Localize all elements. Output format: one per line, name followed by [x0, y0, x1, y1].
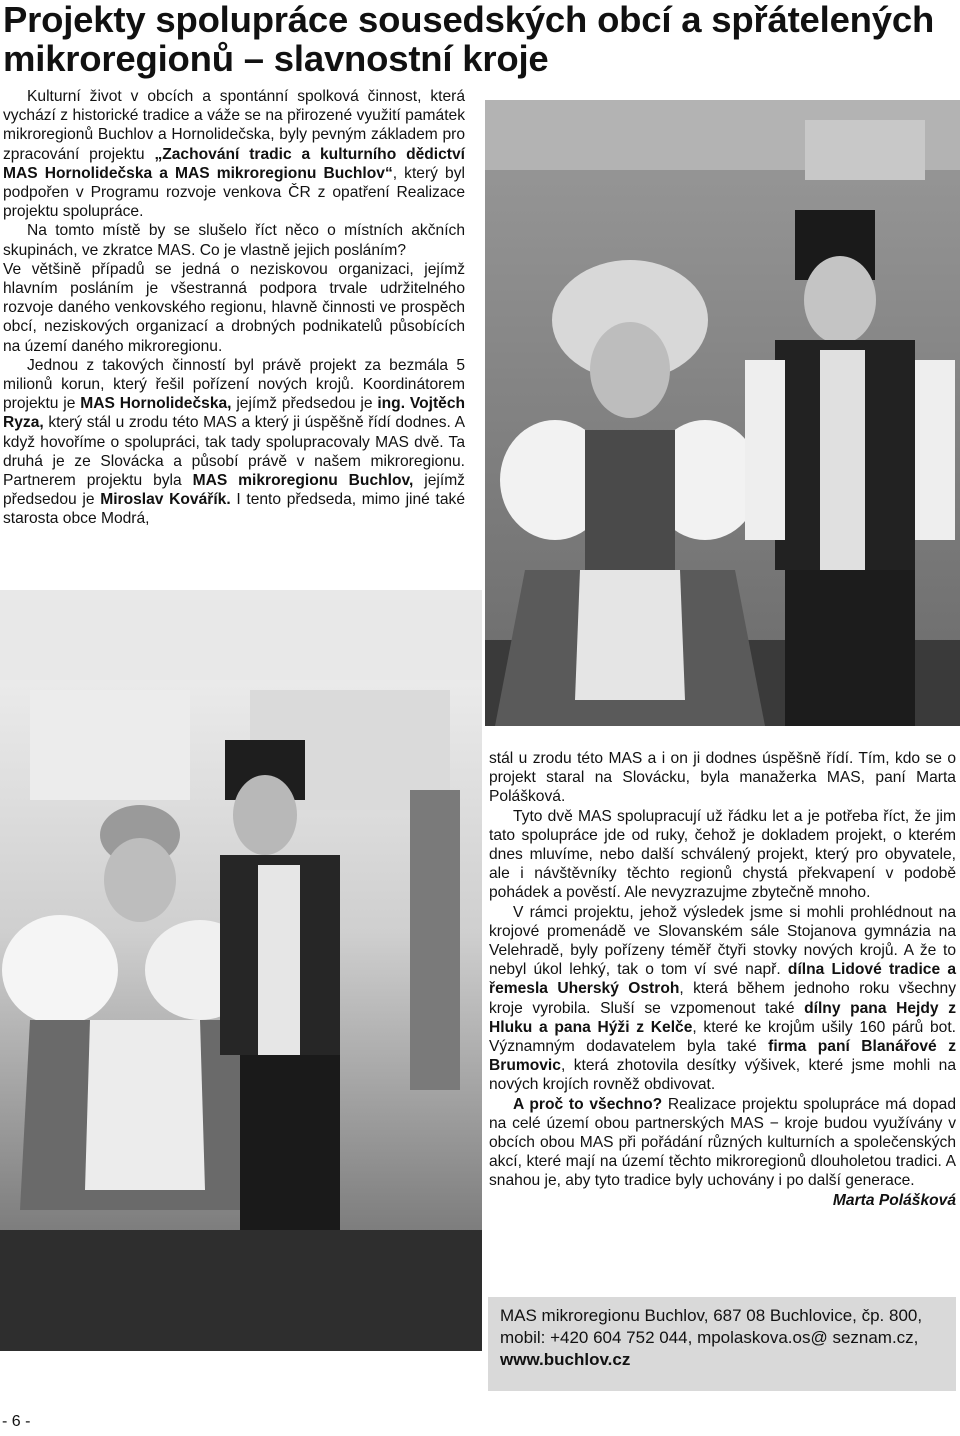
author-signature: Marta Polášková	[832, 1191, 956, 1209]
photo-illustration	[485, 100, 960, 726]
paragraph: A proč to všechno? Realizace projektu spolupráce má dopad na celé území obou partnerských MAS − kroje budou využívány v obcích obou MAS při pořádání různých kulturních a společenských akcí, které mají na území těchto mikroregionů dlouholetou tradici. A snahou je, aby tyto tradice byly uchovány i po další generace.	[489, 1095, 956, 1190]
left-column	[3, 87, 465, 529]
photo-illustration	[0, 590, 482, 1351]
contact-box	[488, 1297, 956, 1391]
page-number: - 6 -	[2, 1413, 31, 1430]
paragraph: Jednou z takových činností byl právě projekt za bezmála 5 milionů korun, který řešil pořízení nových krojů. Koordinátorem projektu je MAS Hornolidečska, jejímž předsedou je ing. Vojtěch Ryza, který stál u zrodu této MAS a který ji úspěšně řídí dodnes. A když hovoříme o spolupráci, tak tady spolupracovaly MAS dvě. Ta druhá je ze Slovácka a působí právě v našem mikroregionu. Partnerem projektu byla MAS mikroregionu Buchlov, jejímž předsedou je Miroslav Kovářík. I tento předseda, mimo jiné také starosta obce Modrá,	[3, 356, 466, 528]
website-link[interactable]: www.buchlov.cz	[500, 1350, 631, 1369]
folk-costume-promenade-photo	[0, 590, 482, 1351]
project-name: „Zachování tradic a kulturního dědictví MAS Hornolidečska a MAS mikroregionu Buchlov“	[3, 145, 465, 182]
paragraph: Ve většině případů se jedná o neziskovou organizaci, jejímž hlavním posláním je všestranná podpora trvale udržitelného rozvoje daného venkovského regionu, hlavně činnosti ve prospěch obcí, neziskových organizací a drobných podnikatelů působících na území daného mikroregionu.	[3, 260, 465, 355]
paragraph: V rámci projektu, jehož výsledek jsme si mohli prohlédnout na krojové promenádě ve Slovanském sále Stojanova gymnázia na Velehradě, byly pořízeny téměř čtyři stovky nových krojů. A že to nebyl úkol lehký, tak o tom ví své např. dílna Lidové tradice a řemesla Uherský Ostroh, která během jednoho roku všechny kroje vyrobila. Sluší se vzpomenout také dílny pana Hejdy z Hluku a pana Hýži z Kelče, které ke krojům ušily 160 párů bot. Významným dodavatelem byla také firma paní Blanářové z Brumovic, která zhotovila desítky výšivek, které jsme mohli na nových krojích rovněž obdivovat.	[489, 903, 956, 1094]
paragraph: stál u zrodu této MAS a i on ji dodnes úspěšně řídí. Tím, kdo se o projekt staral na Slovácku, byla manažerka MAS, paní Marta Polášková.	[489, 750, 956, 806]
paragraph: Kulturní život v obcích a spontánní spolková činnost, která vychází z historické tradice a váže se na přirozené využití památek mikroregionů Buchlov a Hornolidečska, byly pevným základem pro zpracování projektu „Zachování tradic a kulturního dědictví MAS Hornolidečska a MAS mikroregionu Buchlov“, který byl podpořen v Programu rozvoje venkova ČR z opatření Realizace projektu spolupráce.	[3, 88, 465, 221]
right-column	[489, 749, 956, 1210]
title-line-1: Projekty spolupráce sousedských obcí a spřátelených	[3, 0, 935, 40]
folk-costume-couple-photo	[485, 100, 960, 726]
paragraph: Na tomto místě by se slušelo říct něco o místních akčních skupinách, ve zkratce MAS. Co je vlastně jejich posláním?	[3, 222, 465, 259]
article-title	[0, 0, 960, 78]
paragraph: Tyto dvě MAS spolupracují už řádku let a je potřeba říct, že jim tato spolupráce jde od ruky, čehož je dokladem projekt, o kterém dnes mluvíme, nebo další schválený projekt, který pro obyvatele, ale i návštěvníky těchto regionů chystá překvapení v podobě pohádek a pověstí. Ale nevyzrazujme zbytečně mnoho.	[489, 807, 956, 902]
title-line-2: mikroregionů – slavnostní kroje	[3, 38, 549, 79]
contact-text: MAS mikroregionu Buchlov, 687 08 Buchlovice, čp. 800, mobil: +420 604 752 044, mpolaskova.os@ seznam.cz,	[500, 1306, 923, 1347]
